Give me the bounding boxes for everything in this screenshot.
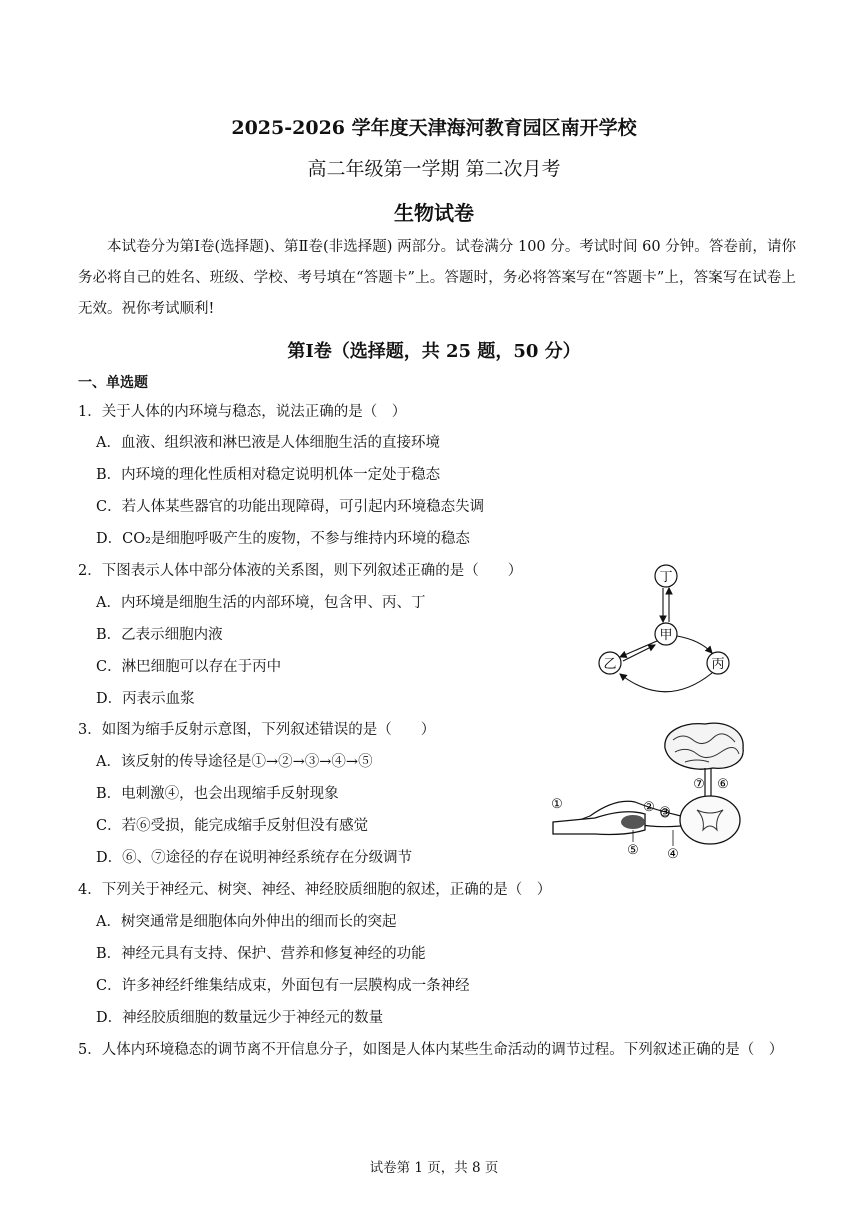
question-stem: 1．关于人体的内环境与稳态，说法正确的是（ ）	[78, 404, 407, 420]
label-4: ④	[667, 847, 679, 862]
exam-instructions: 本试卷分为第Ⅰ卷(选择题)、第Ⅱ卷(非选择题) 两部分。试卷满分 100 分。考试时间 60 分钟。答卷前，请你务必将自己的姓名、班级、学校、考号填在“答题卡”上。答题时，务必将答案写在“答题卡”上，答案写在试卷上无效。祝你考试顺利!	[78, 239, 796, 317]
option: B．内环境的理化性质相对稳定说明机体一定处于稳态	[96, 467, 441, 483]
label-2: ②	[643, 800, 655, 815]
option: A．树突通常是细胞体向外伸出的细而长的突起	[96, 914, 397, 930]
option: A．内环境是细胞生活的内部环境，包含甲、丙、丁	[96, 595, 426, 611]
node-yi-label: 乙	[603, 657, 617, 672]
option: D．CO₂是细胞呼吸产生的废物，不参与维持内环境的稳态	[96, 531, 470, 547]
option: C．淋巴细胞可以存在于丙中	[96, 659, 282, 675]
arrow-jia-bing	[677, 636, 712, 653]
spinal-cord	[680, 796, 740, 844]
label-7: ⑦	[693, 777, 705, 792]
option: C．若人体某些器官的功能出现障碍，可引起内环境稳态失调	[96, 499, 485, 515]
subject-title: 生物试卷	[394, 201, 474, 225]
reflex-arc-diagram	[545, 718, 755, 868]
question-stem: 3．如图为缩手反射示意图，下列叙述错误的是（ ）	[78, 722, 436, 738]
school-title: 2025-2026 学年度天津海河教育园区南开学校	[231, 117, 637, 139]
section-title: 一、单选题	[78, 375, 148, 391]
label-6: ⑥	[717, 777, 729, 792]
arrow-yi-jia	[623, 645, 655, 661]
body-fluid-diagram	[590, 562, 750, 697]
option: A．该反射的传导途径是①→②→③→④→⑤	[96, 754, 373, 770]
option: C．若⑥受损，能完成缩手反射但没有感觉	[96, 818, 369, 834]
node-bing-label: 丙	[711, 657, 725, 672]
option: B．神经元具有支持、保护、营养和修复神经的功能	[96, 946, 426, 962]
part-title: 第Ⅰ卷（选择题，共 25 题，50 分）	[287, 341, 581, 362]
label-3: ③	[659, 805, 671, 820]
node-ding-label: 丁	[659, 570, 673, 585]
option: D．丙表示血浆	[96, 691, 195, 707]
arrow-jia-yi	[620, 641, 657, 657]
option: B．乙表示细胞内液	[96, 627, 223, 643]
question-stem: 5．人体内环境稳态的调节离不开信息分子，如图是人体内某些生命活动的调节过程。下列叙述正确的是（ ）	[78, 1042, 784, 1058]
option: C．许多神经纤维集结成束，外面包有一层膜构成一条神经	[96, 978, 470, 994]
exam-title: 高二年级第一学期 第二次月考	[307, 158, 561, 180]
label-1: ①	[551, 797, 563, 812]
option: B．电刺激④，也会出现缩手反射现象	[96, 786, 339, 802]
question-stem: 2．下图表示人体中部分体液的关系图，则下列叙述正确的是（ ）	[78, 563, 523, 579]
brain-icon	[665, 723, 743, 769]
page-footer: 试卷第 1 页，共 8 页	[369, 1160, 499, 1176]
node-jia-label: 甲	[659, 628, 673, 643]
muscle-icon	[621, 815, 645, 829]
question-stem: 4．下列关于神经元、树突、神经、神经胶质细胞的叙述，正确的是（ ）	[78, 882, 552, 898]
arrow-bing-yi	[620, 673, 712, 692]
option: D．⑥、⑦途径的存在说明神经系统存在分级调节	[96, 850, 413, 866]
option: A．血液、组织液和淋巴液是人体细胞生活的直接环境	[96, 435, 440, 451]
label-5: ⑤	[627, 843, 639, 858]
option: D．神经胶质细胞的数量远少于神经元的数量	[96, 1010, 384, 1026]
